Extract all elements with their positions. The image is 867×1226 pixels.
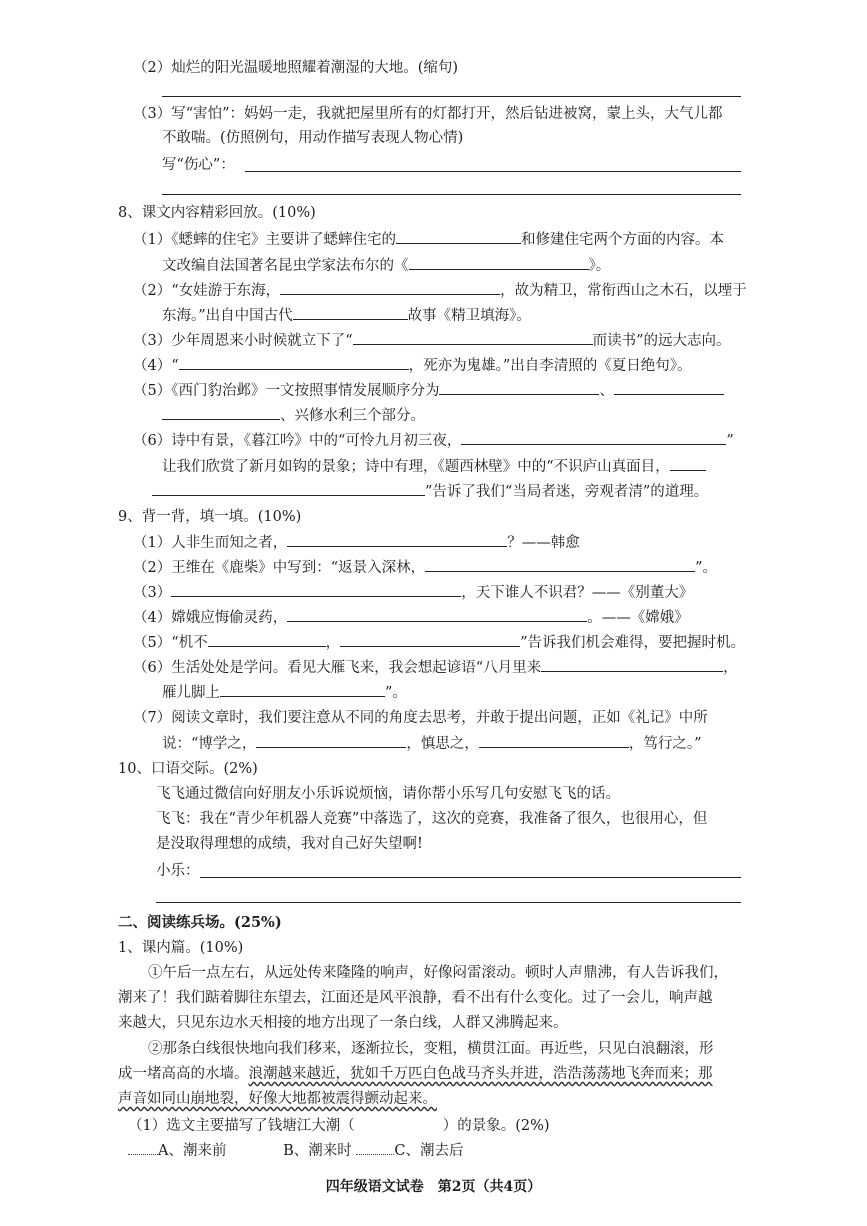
q9-item-5: （5）“机不 ， ”告诉我们机会难得，要把握时机。 bbox=[133, 632, 745, 653]
fill-blank[interactable] bbox=[162, 405, 280, 420]
q10-title: 10、口语交际。(2%) bbox=[118, 761, 258, 777]
passage-para-2-end bbox=[118, 1089, 437, 1109]
fill-blank[interactable] bbox=[280, 280, 500, 295]
q9-item-3: （3） ，天下谁人不识君？——《别董大》 bbox=[133, 582, 693, 603]
fill-blank[interactable] bbox=[179, 355, 409, 370]
q8-item-5: （5）《西门豹治邺》一文按照事情发展顺序分为 、 bbox=[133, 380, 724, 401]
reading-options bbox=[128, 1141, 463, 1161]
option-a[interactable]: A、潮来前 bbox=[158, 1143, 227, 1159]
q8-item-5-cont: 、兴修水利三个部分。 bbox=[162, 405, 425, 426]
fill-blank[interactable] bbox=[541, 657, 723, 672]
fill-blank[interactable] bbox=[287, 532, 507, 547]
q7-item-2: （2）灿烂的阳光温暖地照耀着潮湿的大地。(缩句) bbox=[133, 60, 459, 76]
fill-blank[interactable] bbox=[409, 255, 589, 270]
q10-reply-label: 小乐： bbox=[156, 863, 200, 879]
q8-item-2: （2）“女娃游于东海， ，故为精卫，常衔西山之木石，以堙于 bbox=[133, 280, 747, 301]
reading-question-1: （1）选文主要描写了钱塘江大潮（ ）的景象。(2%) bbox=[128, 1118, 550, 1134]
fill-blank[interactable] bbox=[670, 456, 706, 471]
q8-item-2-cont: 东海。”出自中国古代 故事《精卫填海》。 bbox=[162, 305, 531, 326]
answer-line[interactable] bbox=[156, 902, 741, 903]
fill-blank[interactable] bbox=[425, 557, 695, 572]
q9-item-6: （6）生活处处是学问。看见大雁飞来，我会想起谚语“八月里来 ， bbox=[133, 657, 738, 678]
fill-blank[interactable] bbox=[439, 380, 599, 395]
fill-blank[interactable] bbox=[171, 582, 461, 597]
q7-item-3-prompt: 写“伤心”： bbox=[162, 157, 235, 173]
q10-intro: 飞飞通过微信向好朋友小乐诉说烦恼，请你帮小乐写几句安慰飞飞的话。 bbox=[156, 786, 620, 802]
q9-item-1: （1）人非生而知之者， ？——韩愈 bbox=[133, 532, 580, 553]
fill-blank[interactable] bbox=[287, 607, 587, 622]
q9-title: 9、背一背，填一填。(10%) bbox=[118, 509, 302, 525]
section-2-title: 二、阅读练兵场。(25%) bbox=[118, 914, 282, 931]
wavy-underlined-text: 声音如同山崩地裂，好像大地都被震得颤动起来。 bbox=[118, 1091, 437, 1107]
q8-item-3: （3）少年周恩来小时候就立下了“ 而读书”的远大志向。 bbox=[133, 330, 731, 351]
fill-blank[interactable] bbox=[293, 305, 408, 320]
passage-para-1: ①午后一点左右，从远处传来隆隆的响声，好像闷雷滚动。顿时人声鼎沸，有人告诉我们， bbox=[148, 965, 728, 981]
passage-para-1-end: 来越大，只见东边水天相接的地方出现了一条白线，人群又沸腾起来。 bbox=[118, 1015, 568, 1031]
fill-blank[interactable] bbox=[208, 632, 326, 647]
q8-item-6-cont: 让我们欣赏了新月如钩的景象；诗中有理，《题西林壁》中的“不识庐山真面目， bbox=[162, 456, 706, 477]
q9-item-2: （2）王维在《鹿柴》中写到：“返景入深林， ”。 bbox=[133, 557, 717, 578]
fill-blank[interactable] bbox=[340, 632, 520, 647]
q8-title: 8、课文内容精彩回放。(10%) bbox=[118, 205, 316, 221]
answer-line[interactable] bbox=[200, 877, 741, 878]
answer-line[interactable] bbox=[245, 171, 741, 172]
passage-para-1-cont: 潮来了！我们踮着脚往东望去，江面还是风平浪静，看不出有什么变化。过了一会儿，响声越 bbox=[118, 990, 713, 1006]
fill-blank[interactable] bbox=[614, 380, 724, 395]
q9-item-7: （7）阅读文章时，我们要注意从不同的角度去思考，并敢于提出问题，正如《礼记》中所 bbox=[133, 710, 708, 726]
q7-item-3-note: 不敢喘。(仿照例句，用动作描写表现人物心情) bbox=[162, 130, 464, 146]
fill-blank[interactable] bbox=[353, 330, 593, 345]
q8-item-1: （1）《蟋蟀的住宅》主要讲了蟋蟀住宅的 和修建住宅两个方面的内容。本 bbox=[133, 229, 724, 250]
q10-message: 飞飞：我在“青少年机器人竞赛”中落选了，这次的竞赛，我准备了很久，也很用心，但 bbox=[156, 811, 708, 827]
fill-blank[interactable] bbox=[461, 430, 726, 445]
fill-blank[interactable] bbox=[152, 481, 425, 496]
option-b[interactable]: B、潮来时 bbox=[283, 1143, 352, 1159]
q8-item-4: （4）“ ，死亦为鬼雄。”出自李清照的《夏日绝句》。 bbox=[133, 355, 692, 376]
section-2-sub: 1、课内篇。(10%) bbox=[118, 940, 244, 956]
page-footer: 四年级语文试卷 第2页（共4页） bbox=[325, 1179, 542, 1195]
q7-item-3: （3）写“害怕”：妈妈一走，我就把屋里所有的灯都打开，然后钻进被窝，蒙上头，大气儿都 bbox=[133, 106, 723, 122]
passage-para-2: ②那条白线很快地向我们移来，逐渐拉长，变粗，横贯江面。再近些，只见白浪翻滚，形 bbox=[148, 1041, 714, 1057]
q10-message-cont: 是没取得理想的成绩，我对自己好失望啊! bbox=[156, 836, 423, 852]
fill-blank[interactable] bbox=[256, 733, 406, 748]
fill-blank[interactable] bbox=[479, 733, 629, 748]
q9-item-7-cont: 说：“博学之， ，慎思之， ，笃行之。” bbox=[162, 733, 702, 754]
passage-para-2-cont: 成一堵高高的水墙。浪潮越来越近，犹如千万匹白色战马齐头并进，浩浩荡荡地飞奔而来；那 bbox=[118, 1066, 713, 1082]
q8-item-6: （6）诗中有景，《暮江吟》中的“可怜九月初三夜， ” bbox=[133, 430, 734, 451]
q9-item-6-cont: 雁儿脚上 ”。 bbox=[162, 682, 407, 703]
answer-line[interactable] bbox=[162, 194, 741, 195]
q8-item-6-end: ”告诉了我们“当局者迷，旁观者清”的道理。 bbox=[152, 481, 708, 502]
fill-blank[interactable] bbox=[396, 229, 521, 244]
q9-item-4: （4）嫦娥应悔偷灵药， 。——《嫦娥》 bbox=[133, 607, 689, 628]
fill-blank[interactable] bbox=[220, 682, 385, 697]
option-c[interactable]: C、潮去后 bbox=[394, 1143, 464, 1159]
q8-item-1-cont: 文改编自法国著名昆虫学家法布尔的《 》。 bbox=[162, 255, 610, 276]
answer-line[interactable] bbox=[162, 96, 741, 97]
wavy-underlined-text: 浪潮越来越近，犹如千万匹白色战马齐头并进，浩浩荡荡地飞奔而来；那 bbox=[248, 1066, 713, 1082]
